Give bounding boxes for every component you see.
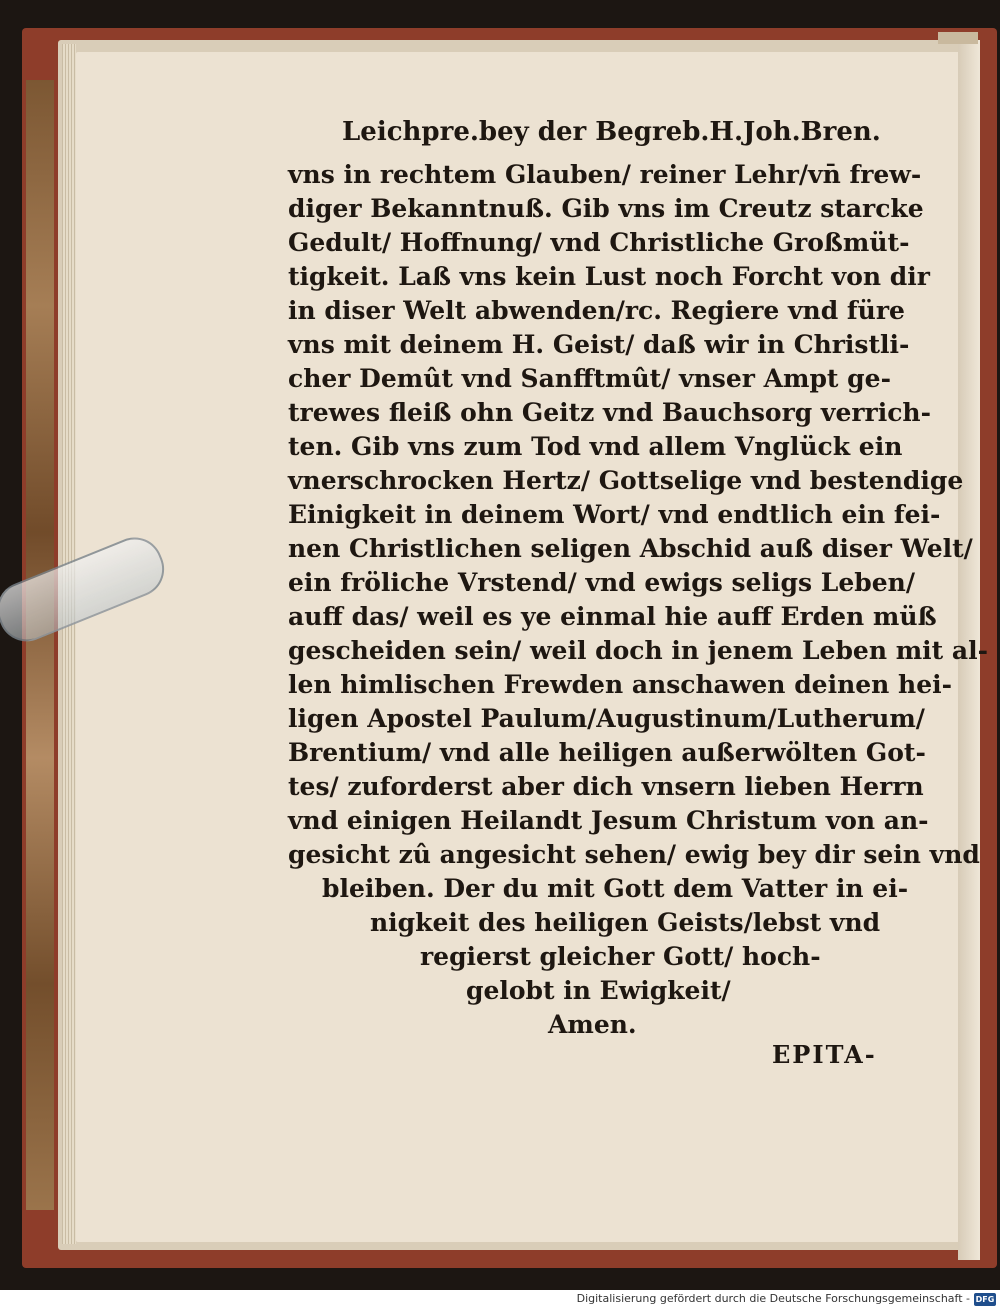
- text-line: vnerschrocken Hertz/ Gottselige vnd bestendige: [288, 466, 964, 495]
- text-line: gelobt in Ewigkeit/: [466, 976, 731, 1005]
- text-line: gesicht zû angesicht sehen/ ewig bey dir sein vnd: [288, 840, 980, 869]
- text-line: tigkeit. Laß vns kein Lust noch Forcht von dir: [288, 262, 930, 291]
- text-line: vns in rechtem Glauben/ reiner Lehr/vn̄ frew-: [288, 160, 922, 189]
- shelf-label: [938, 32, 978, 44]
- text-line: auff das/ weil es ye einmal hie auff Erden müß: [288, 602, 937, 631]
- text-line: ein fröliche Vrstend/ vnd ewigs seligs Leben/: [288, 568, 915, 597]
- text-line: vns mit deinem H. Geist/ daß wir in Christli-: [288, 330, 910, 359]
- text-line: nigkeit des heiligen Geists/lebst vnd: [370, 908, 881, 937]
- text-line: trewes fleiß ohn Geitz vnd Bauchsorg verrich-: [288, 398, 931, 427]
- page-edges: [62, 44, 76, 1244]
- text-line: bleiben. Der du mit Gott dem Vatter in ei-: [322, 874, 909, 903]
- text-line: Amen.: [548, 1010, 637, 1039]
- dfg-logo-icon: DFG: [975, 1295, 995, 1304]
- text-line: ten. Gib vns zum Tod vnd allem Vnglück ein: [288, 432, 903, 461]
- text-line: ligen Apostel Paulum/Augustinum/Lutherum/: [288, 704, 925, 733]
- text-line: tes/ zuforderst aber dich vnsern lieben Herrn: [288, 772, 924, 801]
- text-line: Einigkeit in deinem Wort/ vnd endtlich ein fei-: [288, 500, 941, 529]
- text-line: regierst gleicher Gott/ hoch-: [420, 942, 821, 971]
- catchword: EPITA-: [772, 1040, 877, 1069]
- text-line: cher Demût vnd Sanfftmût/ vnser Ampt ge-: [288, 364, 891, 393]
- text-line: len himlischen Frewden anschawen deinen hei-: [288, 670, 952, 699]
- funding-notice: Digitalisierung gefördert durch die Deutsche Forschungsgemeinschaft -: [576, 1292, 970, 1305]
- text-line: Gedult/ Hoffnung/ vnd Christliche Großmüt-: [288, 228, 910, 257]
- marbled-endpaper: [26, 80, 54, 1210]
- running-head: Leichpre.bey der Begreb.H.Joh.Bren.: [342, 117, 881, 147]
- text-line: vnd einigen Heilandt Jesum Christum von an-: [288, 806, 929, 835]
- text-line: Brentium/ vnd alle heiligen außerwölten Got-: [288, 738, 926, 767]
- text-line: diger Bekanntnuß. Gib vns im Creutz starcke: [288, 194, 924, 223]
- footer-bar: [0, 1290, 1000, 1310]
- text-line: in diser Welt abwenden/rc. Regiere vnd füre: [288, 296, 905, 325]
- text-line: nen Christlichen seligen Abschid auß diser Welt/: [288, 534, 973, 563]
- text-line: gescheiden sein/ weil doch in jenem Leben mit al-: [288, 636, 988, 665]
